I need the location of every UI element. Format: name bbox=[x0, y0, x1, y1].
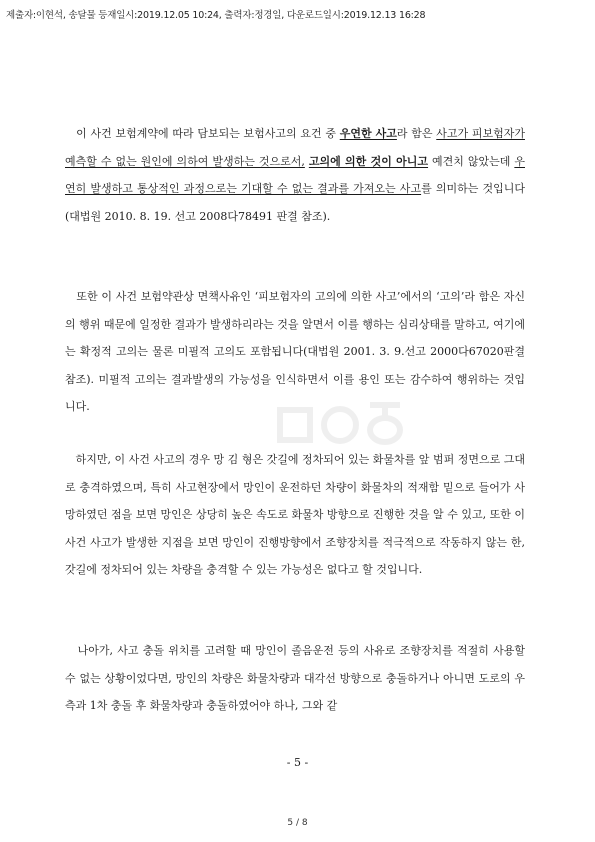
document-meta-header: 제출자:이현석, 송달물 등재일시:2019.12.05 10:24, 출력자:정경일, 다운로드일시:2019.12.13 16:28 bbox=[6, 10, 426, 21]
paragraph-collision-position bbox=[65, 637, 525, 720]
paragraph-intent-definition bbox=[65, 283, 525, 421]
paragraph-accident-analysis bbox=[65, 446, 525, 584]
p1-emphasis-accidental: 우연한 사고 bbox=[339, 127, 397, 140]
p1-text-a: 이 사건 보험계약에 따라 담보되는 보험사고의 요건 중 bbox=[76, 127, 340, 140]
p1-underline-unexpected-result: 우연히 발생하고 통상적인 과정으로는 기대할 수 없는 결과를 가져오는 사고 bbox=[65, 154, 525, 195]
p3-text: 하지만, 이 사건 사고의 경우 망 김 형은 갓길에 정차되어 있는 화물차를 앞 범퍼 정면으로 그대로 충격하였으며, 특히 사고현장에서 망인이 운전하던 차량이 화물차의 적재함 밑으로 들어가 사망하였던 점을 보면 망인은 상당히 높은 속도로 화물차 방향으로 진행한 것을 알 수 있고, 또한 이 사건 사고가 발생한 지점을 보면 망인이 진행방향에서 조향장치를 적극적으로 작동하지 않는 한, 갓길에 정차되어 있는 차량을 충격할 수 있는 가능성은 없다고 할 것입니다. bbox=[65, 453, 525, 576]
paragraph-accident-definition bbox=[65, 120, 525, 230]
page-footer-count: 5 / 8 bbox=[287, 818, 308, 828]
p1-text-g: 예견치 않았는데 bbox=[428, 154, 515, 168]
p2-text: 또한 이 사건 보험약관상 면책사유인 ‘피보험자의 고의에 의한 사고’에서의 ‘고의’라 함은 자신의 행위 때문에 일정한 결과가 발생하리라는 것을 알면서 이를 행하는 심리상태를 말하고, 여기에는 확정적 고의는 물론 미필적 고의도 포함됩니다(대법원 2001. 3. 9.선고 2000다67020판결 참조). 미필적 고의는 결과발생의 가능성을 인식하면서 이를 용인 또는 감수하여 행위하는 것입니다. bbox=[65, 290, 525, 413]
p4-text: 나아가, 사고 충돌 위치를 고려할 때 망인이 졸음운전 등의 사유로 조향장치를 적절히 사용할 수 없는 상황이었다면, 망인의 차량은 화물차량과 대각선 방향으로 충돌하거나 아니면 도로의 우측과 1차 충돌 후 화물차량과 충돌하였어야 하나, 그와 같 bbox=[65, 644, 525, 712]
p1-emphasis-not-intentional: 고의에 의한 것이 아니고 bbox=[308, 154, 429, 168]
p1-text-i: 를 의미하는 것입니다(대법원 2010. 8. 19. 선고 2008다78491 판결 참조). bbox=[65, 182, 525, 223]
p1-underline-unforeseen: 사고가 피보험자가 예측할 수 없는 원인에 의하여 발생하는 것으로서, bbox=[65, 127, 525, 168]
page-number: - 5 - bbox=[286, 756, 309, 769]
p1-text-c: 라 함은 bbox=[396, 127, 437, 140]
